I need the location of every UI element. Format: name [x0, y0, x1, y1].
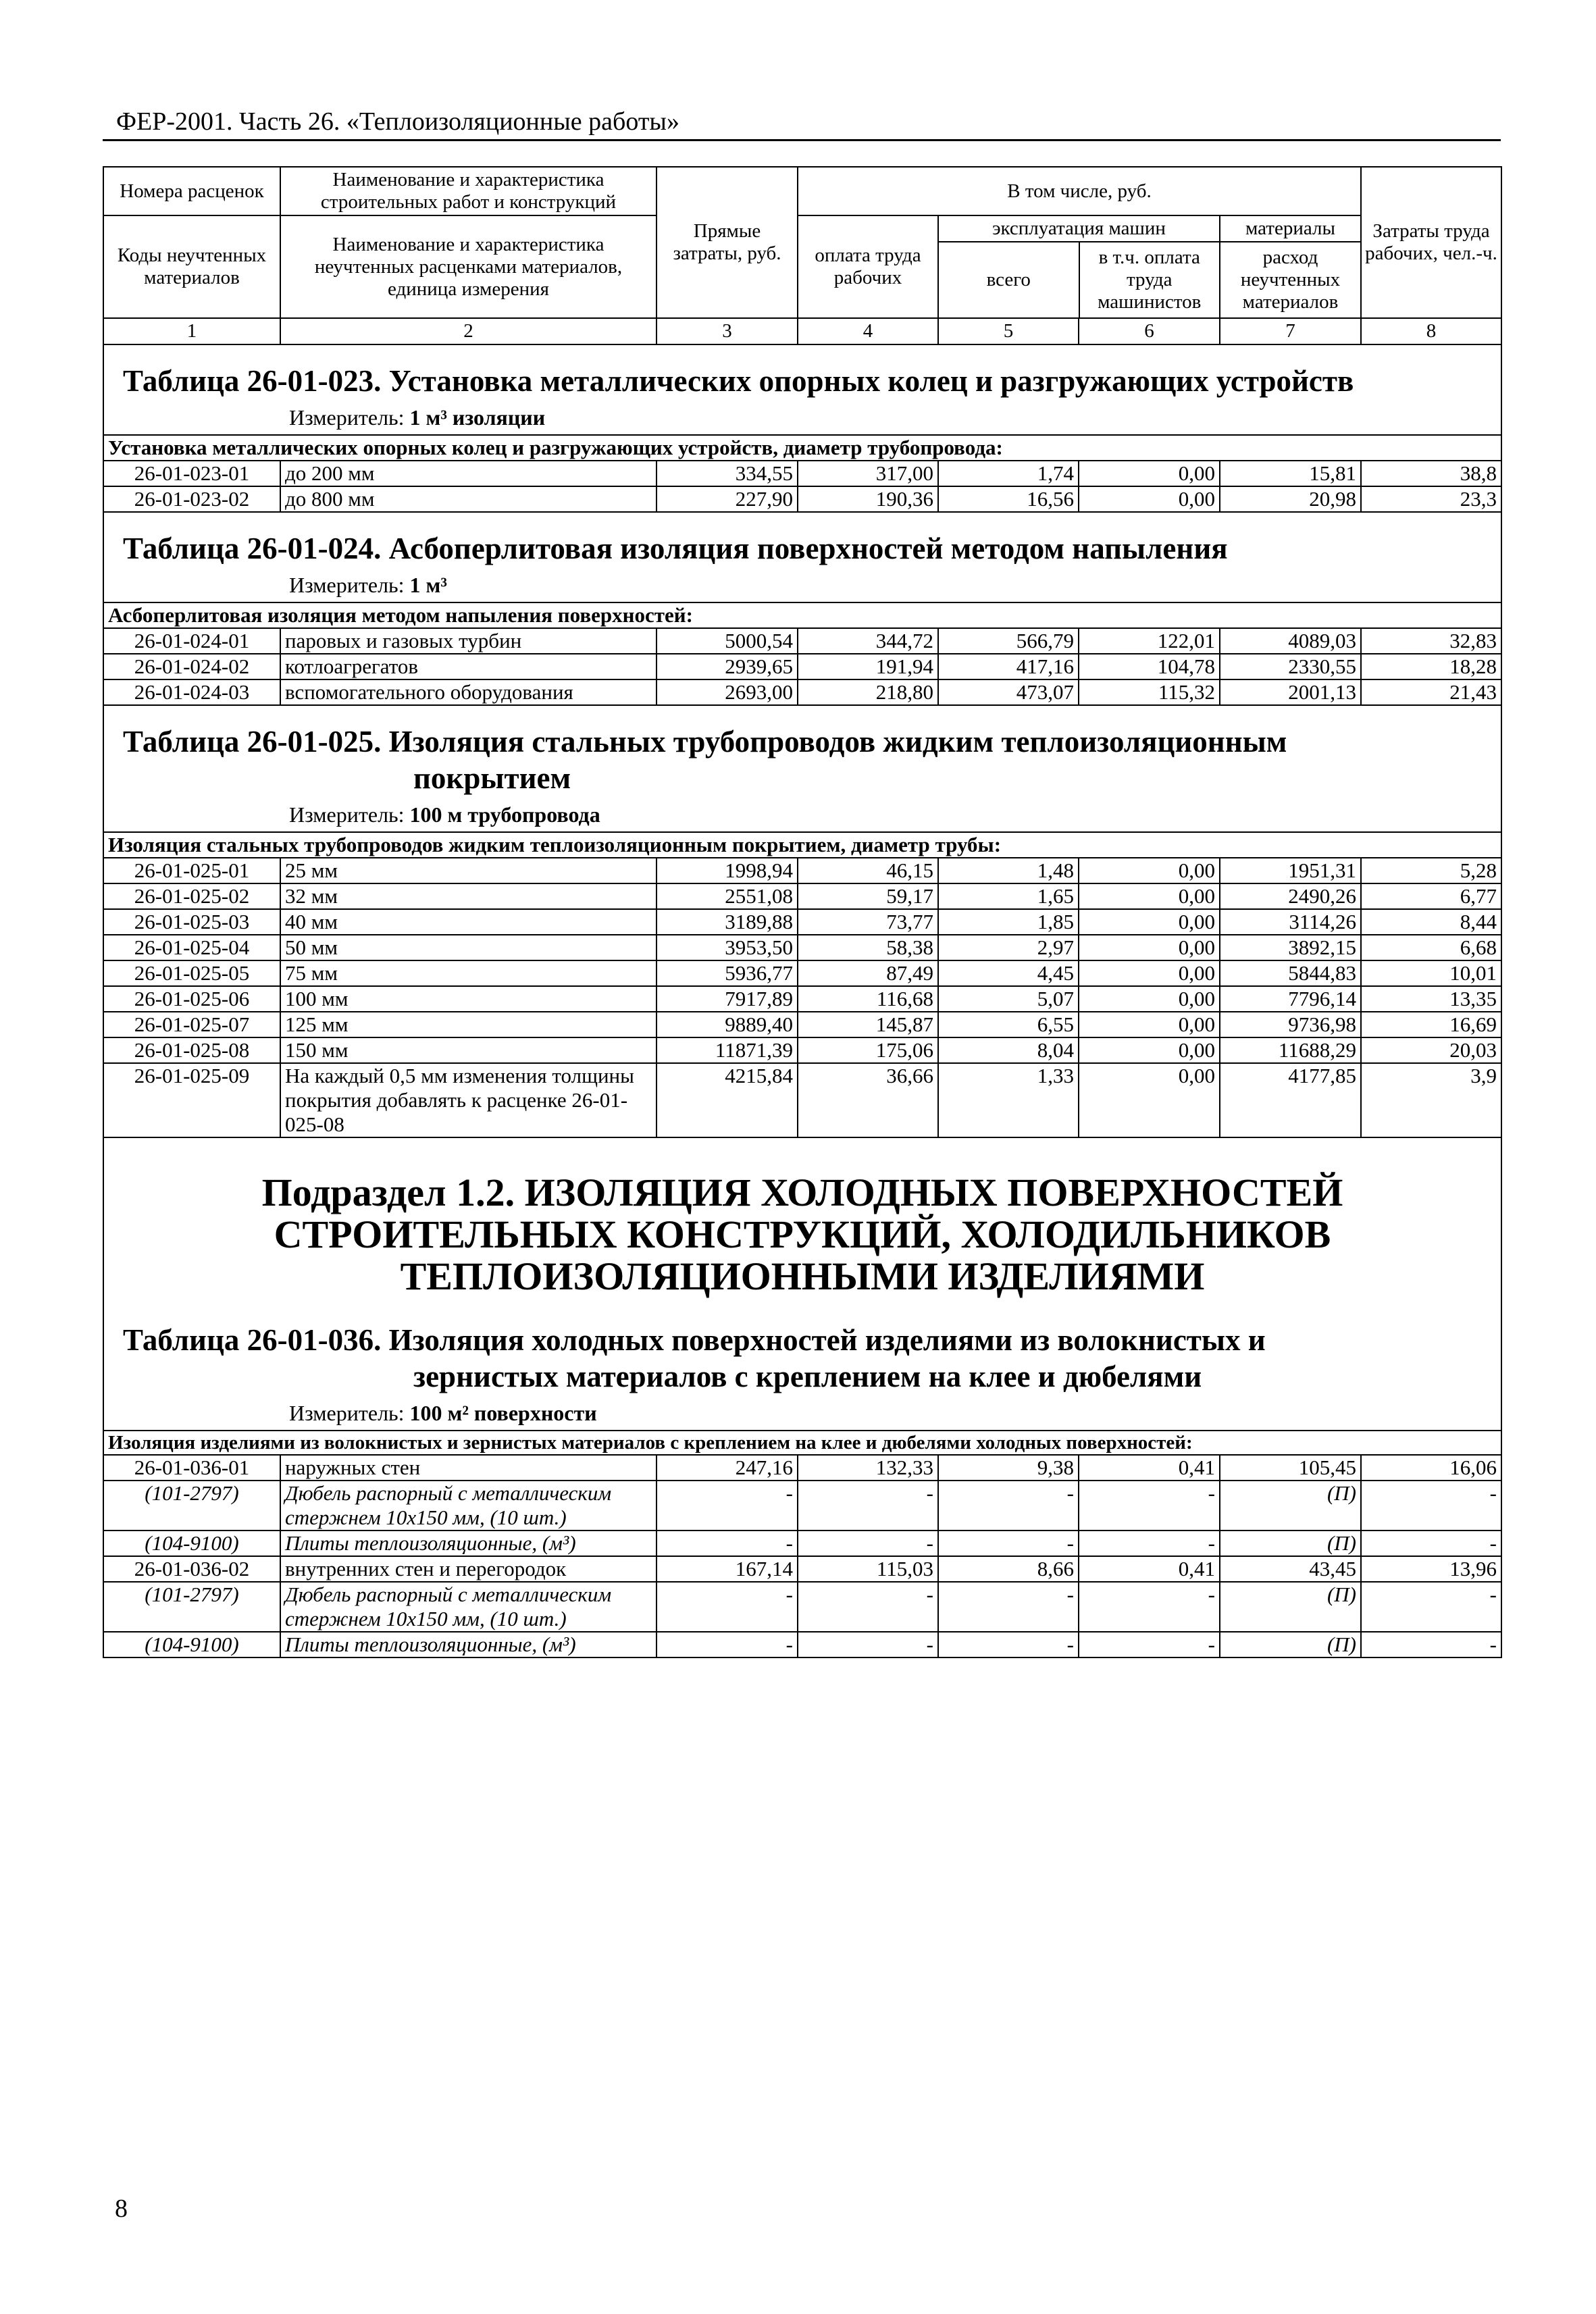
- table-row: 26-01-036-01 наружных стен 247,16 132,33 9,38 0,41 105,45 16,06: [103, 1455, 1501, 1481]
- table-row: 26-01-025-02 32 мм 2551,08 59,17 1,65 0,00 2490,26 6,77: [103, 883, 1501, 909]
- col-num-3: 3: [657, 318, 798, 344]
- table-row: 26-01-036-02 внутренних стен и перегородок 167,14 115,03 8,66 0,41 43,45 13,96: [103, 1556, 1501, 1582]
- header-material-codes: Коды неучтенных материалов: [103, 215, 280, 318]
- header-machines: эксплуатация машин: [939, 216, 1219, 242]
- header-material-name: Наименование и характеристика неучтенных расценками материалов, единица измерения: [280, 215, 657, 318]
- table-025-group: Изоляция стальных трубопроводов жидким теплоизоляционным покрытием, диаметр трубы:: [103, 832, 1501, 858]
- header-rule: [103, 139, 1501, 141]
- header-including: В том числе, руб.: [798, 167, 1361, 215]
- table-023-measure: Измеритель: 1 м³ изоляции: [289, 405, 546, 430]
- table-row: (101-2797) Дюбель распорный с металлическим стержнем 10х150 мм, (10 шт.) - - - - (П) -: [103, 1582, 1501, 1632]
- header-materials: материалы: [1220, 216, 1360, 242]
- col-num-8: 8: [1361, 318, 1501, 344]
- rates-table: [103, 166, 1502, 1658]
- table-row: 26-01-023-01 до 200 мм 334,55 317,00 1,74 0,00 15,81 38,8: [103, 461, 1501, 486]
- table-row: (101-2797) Дюбель распорный с металлическим стержнем 10х150 мм, (10 шт.) - - - - (П) -: [103, 1481, 1501, 1531]
- table-025-title: Таблица 26-01-025. Изоляция стальных трубопроводов жидким теплоизоляционным покрытием: [123, 725, 1287, 795]
- header-direct-costs: Прямые затраты, руб.: [657, 167, 798, 318]
- col-num-7: 7: [1220, 318, 1361, 344]
- col-num-1: 1: [103, 318, 280, 344]
- header-materials-block: [1220, 216, 1360, 317]
- header-machines-total: всего: [939, 242, 1079, 317]
- page-number: 8: [115, 2194, 128, 2223]
- table-036-measure: Измеритель: 100 м² поверхности: [289, 1401, 597, 1425]
- table-row: (104-9100) Плиты теплоизоляционные, (м³) - - - - (П) -: [103, 1632, 1501, 1657]
- table-row: 26-01-024-03 вспомогательного оборудования 2693,00 218,80 473,07 115,32 2001,13 21,43: [103, 679, 1501, 705]
- col-num-6: 6: [1079, 318, 1220, 344]
- table-row: 26-01-024-01 паровых и газовых турбин 5000,54 344,72 566,79 122,01 4089,03 32,83: [103, 628, 1501, 654]
- header-labor-pay: оплата труда рабочих: [798, 215, 938, 318]
- table-row: 26-01-025-09 На каждый 0,5 мм изменения толщины покрытия добавлять к расценке 26-01-025-08 4215,84 36,66 1,33 0,00 4177,85 3,9: [103, 1063, 1501, 1137]
- table-row: (104-9100) Плиты теплоизоляционные, (м³) - - - - (П) -: [103, 1531, 1501, 1556]
- table-023-group: Установка металлических опорных колец и разгружающих устройств, диаметр трубопровода:: [103, 435, 1501, 461]
- table-row: 26-01-025-04 50 мм 3953,50 58,38 2,97 0,00 3892,15 6,68: [103, 935, 1501, 960]
- header-machines-block: [939, 216, 1219, 317]
- table-025-measure: Измеритель: 100 м трубопровода: [289, 802, 600, 827]
- table-header: [103, 167, 1501, 344]
- header-materials-use: расход неучтенных материалов: [1240, 247, 1341, 313]
- table-row: 26-01-025-08 150 мм 11871,39 175,06 8,04 0,00 11688,29 20,03: [103, 1037, 1501, 1063]
- col-num-5: 5: [938, 318, 1079, 344]
- table-row: 26-01-025-05 75 мм 5936,77 87,49 4,45 0,00 5844,83 10,01: [103, 960, 1501, 986]
- table-024-measure: Измеритель: 1 м³: [289, 573, 447, 597]
- header-machines-labor: в т.ч. оплата труда машинистов: [1098, 247, 1202, 313]
- running-head: ФЕР-2001. Часть 26. «Теплоизоляционные работы»: [116, 107, 679, 136]
- subsection-heading: Подраздел 1.2. ИЗОЛЯЦИЯ ХОЛОДНЫХ ПОВЕРХНОСТЕЙ СТРОИТЕЛЬНЫХ КОНСТРУКЦИЙ, ХОЛОДИЛЬНИКОВ ТЕПЛОИЗОЛЯЦИОННЫМИ ИЗДЕЛИЯМИ: [261, 1171, 1343, 1298]
- col-num-2: 2: [280, 318, 657, 344]
- table-023-title: Таблица 26-01-023. Установка металлических опорных колец и разгружающих устройств: [123, 364, 1354, 398]
- table-036-group: Изоляция изделиями из волокнистых и зернистых материалов с креплением на клее и дюбелями холодных поверхностей:: [103, 1431, 1501, 1455]
- table-row: 26-01-025-07 125 мм 9889,40 145,87 6,55 0,00 9736,98 16,69: [103, 1012, 1501, 1037]
- table-row: 26-01-025-06 100 мм 7917,89 116,68 5,07 0,00 7796,14 13,35: [103, 986, 1501, 1012]
- table-row: 26-01-023-02 до 800 мм 227,90 190,36 16,56 0,00 20,98 23,3: [103, 486, 1501, 512]
- header-work-name: Наименование и характеристика строительных работ и конструкций: [280, 167, 657, 215]
- header-rate-numbers: Номера расценок: [103, 167, 280, 215]
- table-024-group: Асбоперлитовая изоляция методом напыления поверхностей:: [103, 602, 1501, 628]
- col-num-4: 4: [798, 318, 938, 344]
- header-labor-cost: Затраты труда рабочих, чел.-ч.: [1361, 167, 1501, 318]
- table-024-title: Таблица 26-01-024. Асбоперлитовая изоляция поверхностей методом напыления: [123, 532, 1228, 565]
- header-column-numbers: [103, 318, 1501, 344]
- table-body: [103, 344, 1501, 1657]
- table-row: 26-01-025-01 25 мм 1998,94 46,15 1,48 0,00 1951,31 5,28: [103, 858, 1501, 883]
- table-row: 26-01-024-02 котлоагрегатов 2939,65 191,94 417,16 104,78 2330,55 18,28: [103, 654, 1501, 679]
- table-row: 26-01-025-03 40 мм 3189,88 73,77 1,85 0,00 3114,26 8,44: [103, 909, 1501, 935]
- table-036-title: Таблица 26-01-036. Изоляция холодных поверхностей изделиями из волокнистых и зернистых материалов с креплением на клее и дюбелями: [123, 1323, 1266, 1393]
